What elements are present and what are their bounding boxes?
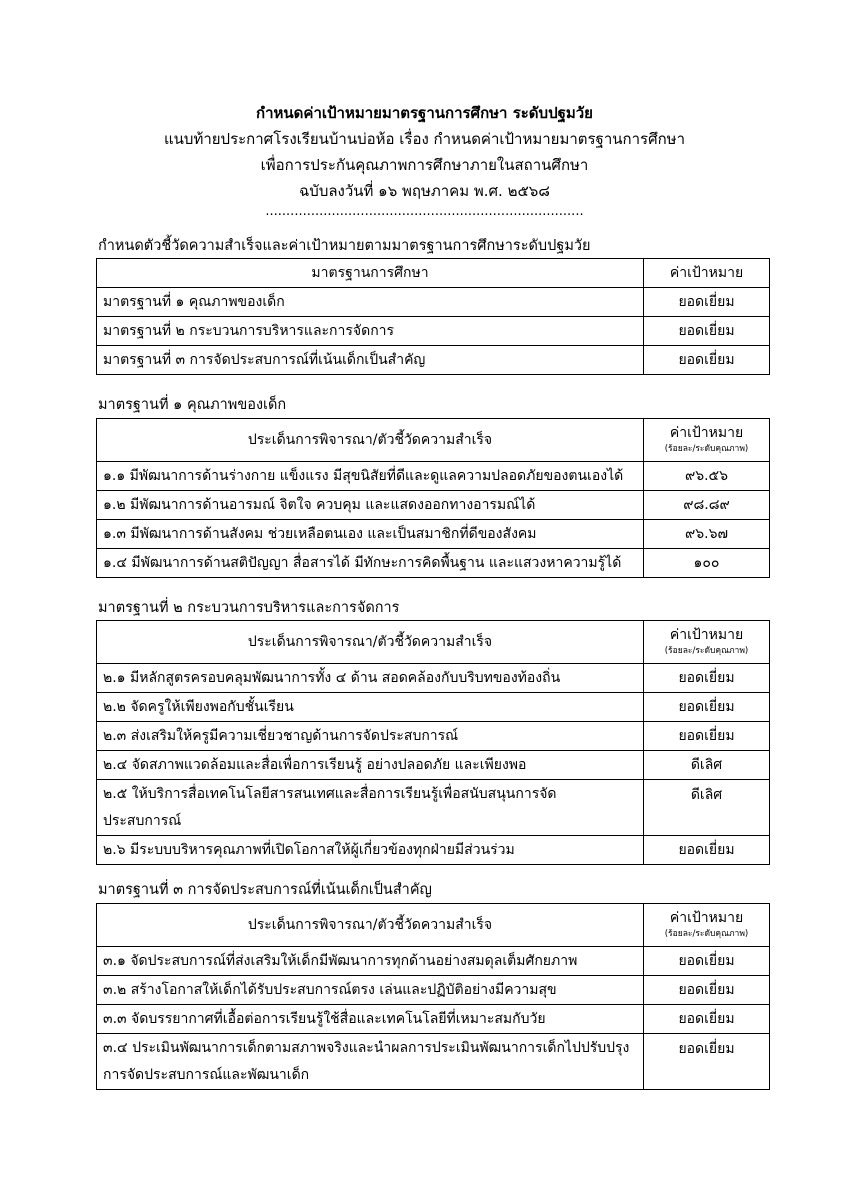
indicator-name: ๒.๔ จัดสภาพแวดล้อมและสื่อเพื่อการเรียนรู้ อย่างปลอดภัย และเพียงพอ bbox=[97, 751, 644, 780]
target-value: ยอดเยี่ยม bbox=[644, 1005, 770, 1034]
target-value: ยอดเยี่ยม bbox=[644, 664, 770, 693]
summary-table bbox=[96, 258, 770, 375]
purpose-line: เพื่อการประกันคุณภาพการศึกษาภายในสถานศึกษา bbox=[260, 156, 589, 174]
col-standard-header: มาตรฐานการศึกษา bbox=[97, 259, 644, 288]
indicator-line: ๓.๔ ประเมินพัฒนาการเด็กตามสภาพจริงและนำผลการประเมินพัฒนาการเด็กไปปรับปรุง bbox=[103, 1040, 630, 1056]
table-row bbox=[97, 976, 770, 1005]
target-header-main: ค่าเป้าหมาย bbox=[669, 627, 744, 643]
indicator-name: ๓.๓ จัดบรรยากาศที่เอื้อต่อการเรียนรู้ใช้สื่อและเทคโนโลยีที่เหมาะสมกับวัย bbox=[97, 1005, 644, 1034]
standard2-label: มาตรฐานที่ ๒ กระบวนการบริหารและการจัดการ bbox=[98, 600, 400, 616]
col-target-header bbox=[644, 419, 770, 462]
dotted-separator: ............................................................................. bbox=[265, 204, 584, 219]
col-issue-header: ประเด็นการพิจารณา/ตัวชี้วัดความสำเร็จ bbox=[97, 904, 644, 947]
indicator-name: ๒.๖ มีระบบบริหารคุณภาพที่เปิดโอกาสให้ผู้เกี่ยวข้องทุกฝ่ายมีส่วนร่วม bbox=[97, 836, 644, 865]
standard2-table bbox=[96, 620, 770, 865]
table-header-row bbox=[97, 621, 770, 664]
target-value: ยอดเยี่ยม bbox=[644, 976, 770, 1005]
indicator-line: ๒.๕ ให้บริการสื่อเทคโนโลยีสารสนเทศและสื่อการเรียนรู้เพื่อสนับสนุนการจัด bbox=[103, 786, 557, 802]
standard1-label: มาตรฐานที่ ๑ คุณภาพของเด็ก bbox=[98, 397, 287, 413]
target-value: ยอดเยี่ยม bbox=[644, 1034, 770, 1090]
table-row bbox=[97, 346, 770, 375]
target-value: ยอดเยี่ยม bbox=[644, 288, 770, 317]
target-value: ยอดเยี่ยม bbox=[644, 693, 770, 722]
indicator-name: ๓.๒ สร้างโอกาสให้เด็กได้รับประสบการณ์ตรง เล่นและปฏิบัติอย่างมีความสุข bbox=[97, 976, 644, 1005]
target-header-sub: (ร้อยละ/ระดับคุณภาพ) bbox=[664, 929, 749, 939]
indicator-name: ๒.๒ จัดครูให้เพียงพอกับชั้นเรียน bbox=[97, 693, 644, 722]
target-value: ยอดเยี่ยม bbox=[644, 722, 770, 751]
target-value: ยอดเยี่ยม bbox=[644, 346, 770, 375]
col-issue-header: ประเด็นการพิจารณา/ตัวชี้วัดความสำเร็จ bbox=[97, 419, 644, 462]
target-value: ๙๖.๕๖ bbox=[644, 462, 770, 491]
document-header bbox=[0, 100, 849, 220]
table-header-row bbox=[97, 259, 770, 288]
target-header-sub: (ร้อยละ/ระดับคุณภาพ) bbox=[664, 444, 749, 454]
col-target-header bbox=[644, 904, 770, 947]
table-row bbox=[97, 491, 770, 520]
indicator-name: ๑.๔ มีพัฒนาการด้านสติปัญญา สื่อสารได้ มีทักษะการคิดพื้นฐาน และแสวงหาความรู้ได้ bbox=[97, 549, 644, 578]
table-row bbox=[97, 722, 770, 751]
standard-name: มาตรฐานที่ ๑ คุณภาพของเด็ก bbox=[97, 288, 644, 317]
table-row bbox=[97, 664, 770, 693]
target-value: ยอดเยี่ยม bbox=[644, 947, 770, 976]
target-value: ๑๐๐ bbox=[644, 549, 770, 578]
table-row bbox=[97, 1005, 770, 1034]
table-row bbox=[97, 1034, 770, 1090]
summary-label: กำหนดตัวชี้วัดความสำเร็จและค่าเป้าหมายตามมาตรฐานการศึกษาระดับปฐมวัย bbox=[98, 238, 591, 254]
indicator-name: ๑.๓ มีพัฒนาการด้านสังคม ช่วยเหลือตนเอง และเป็นสมาชิกที่ดีของสังคม bbox=[97, 520, 644, 549]
indicator-name: ๑.๒ มีพัฒนาการด้านอารมณ์ จิตใจ ควบคุม และแสดงออกทางอารมณ์ได้ bbox=[97, 491, 644, 520]
target-value: ๙๘.๘๙ bbox=[644, 491, 770, 520]
standard3-label: มาตรฐานที่ ๓ การจัดประสบการณ์ที่เน้นเด็กเป็นสำคัญ bbox=[98, 882, 432, 898]
standard-name: มาตรฐานที่ ๒ กระบวนการบริหารและการจัดการ bbox=[97, 317, 644, 346]
standard1-table bbox=[96, 418, 770, 578]
date-line: ฉบับลงวันที่ ๑๖ พฤษภาคม พ.ศ. ๒๕๖๘ bbox=[299, 182, 550, 200]
table-row bbox=[97, 462, 770, 491]
indicator-name: ๓.๑ จัดประสบการณ์ที่ส่งเสริมให้เด็กมีพัฒนาการทุกด้านอย่างสมดุลเต็มศักยภาพ bbox=[97, 947, 644, 976]
standard-name: มาตรฐานที่ ๓ การจัดประสบการณ์ที่เน้นเด็กเป็นสำคัญ bbox=[97, 346, 644, 375]
table-row bbox=[97, 549, 770, 578]
col-issue-header: ประเด็นการพิจารณา/ตัวชี้วัดความสำเร็จ bbox=[97, 621, 644, 664]
table-row bbox=[97, 947, 770, 976]
target-value: ๙๖.๖๗ bbox=[644, 520, 770, 549]
table-row bbox=[97, 288, 770, 317]
target-header-main: ค่าเป้าหมาย bbox=[669, 910, 744, 926]
target-value: ยอดเยี่ยม bbox=[644, 836, 770, 865]
col-target-header bbox=[644, 621, 770, 664]
announcement-line: แนบท้ายประกาศโรงเรียนบ้านบ่อห้อ เรื่อง กำหนดค่าเป้าหมายมาตรฐานการศึกษา bbox=[164, 130, 685, 148]
indicator-name bbox=[97, 780, 644, 836]
target-value: ดีเลิศ bbox=[644, 751, 770, 780]
target-value: ยอดเยี่ยม bbox=[644, 317, 770, 346]
table-header-row bbox=[97, 419, 770, 462]
target-header-main: ค่าเป้าหมาย bbox=[669, 425, 744, 441]
document-title: กำหนดค่าเป้าหมายมาตรฐานการศึกษา ระดับปฐมวัย bbox=[256, 104, 593, 122]
indicator-name bbox=[97, 1034, 644, 1090]
table-row bbox=[97, 520, 770, 549]
table-row bbox=[97, 836, 770, 865]
table-row bbox=[97, 780, 770, 836]
target-header-sub: (ร้อยละ/ระดับคุณภาพ) bbox=[664, 646, 749, 656]
indicator-line-cont: ประสบการณ์ bbox=[103, 813, 182, 829]
table-row bbox=[97, 317, 770, 346]
table-header-row bbox=[97, 904, 770, 947]
table-row bbox=[97, 693, 770, 722]
indicator-name: ๒.๓ ส่งเสริมให้ครูมีความเชี่ยวชาญด้านการจัดประสบการณ์ bbox=[97, 722, 644, 751]
target-value: ดีเลิศ bbox=[644, 780, 770, 836]
indicator-name: ๒.๑ มีหลักสูตรครอบคลุมพัฒนาการทั้ง ๔ ด้าน สอดคล้องกับบริบทของท้องถิ่น bbox=[97, 664, 644, 693]
indicator-name: ๑.๑ มีพัฒนาการด้านร่างกาย แข็งแรง มีสุขนิสัยที่ดีและดูแลความปลอดภัยของตนเองได้ bbox=[97, 462, 644, 491]
col-target-header: ค่าเป้าหมาย bbox=[644, 259, 770, 288]
indicator-line-cont: การจัดประสบการณ์และพัฒนาเด็ก bbox=[103, 1067, 310, 1083]
table-row bbox=[97, 751, 770, 780]
standard3-table bbox=[96, 903, 770, 1090]
